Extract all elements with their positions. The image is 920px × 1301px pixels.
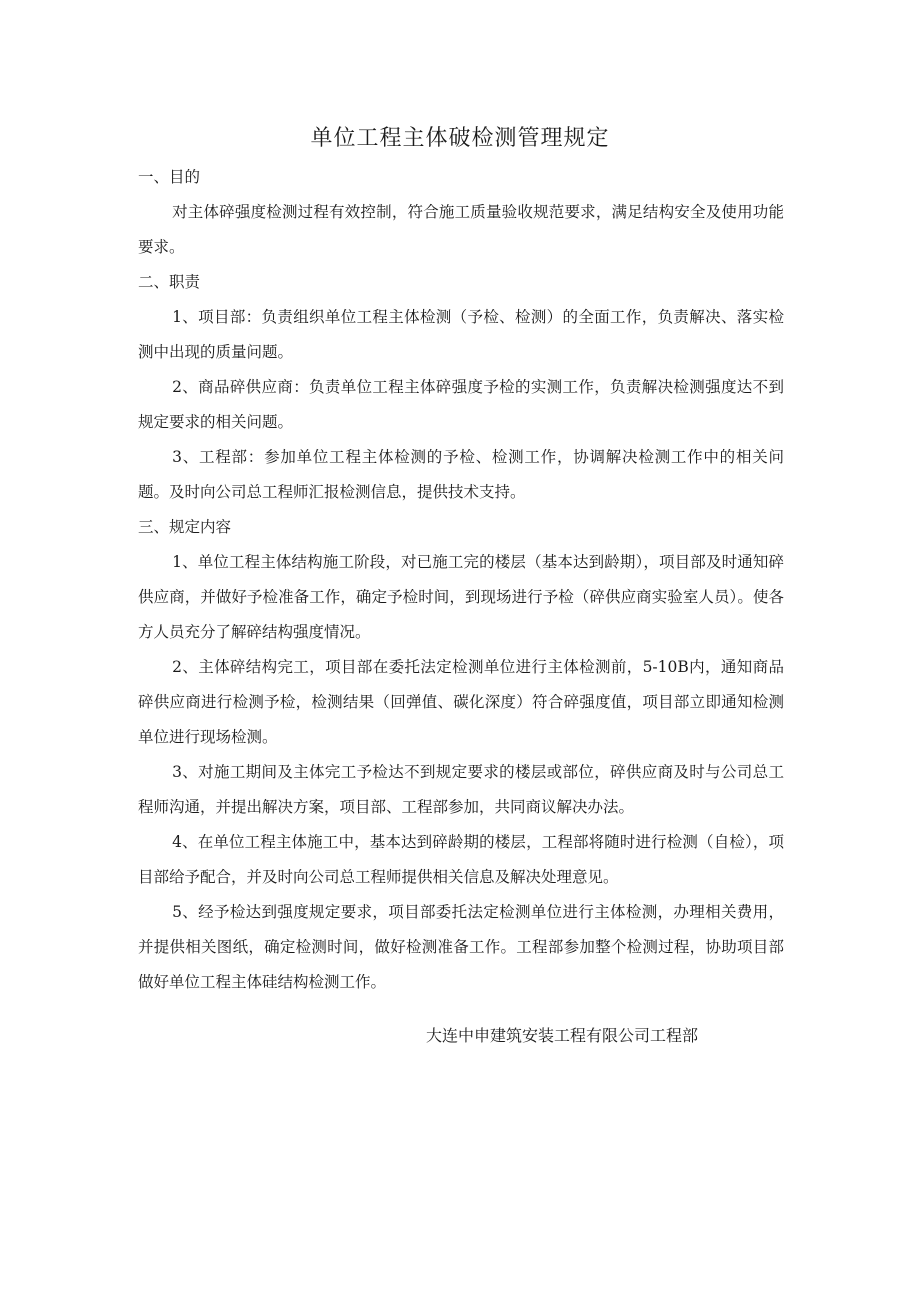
paragraph: 1、项目部：负责组织单位工程主体检测（予检、检测）的全面工作，负责解决、落实检测中出现的质量问题。 <box>138 308 784 361</box>
paragraph: 2、商品碎供应商：负责单位工程主体碎强度予检的实测工作，负责解决检测强度达不到规定要求的相关问题。 <box>138 378 784 431</box>
paragraph: 4、在单位工程主体施工中，基本达到碎龄期的楼层，工程部将随时进行检测（自检），项目部给予配合，并及时向公司总工程师提供相关信息及解决处理意见。 <box>138 833 784 886</box>
paragraph: 1、单位工程主体结构施工阶段，对已施工完的楼层（基本达到龄期），项目部及时通知碎供应商，并做好予检准备工作，确定予检时间，到现场进行予检（碎供应商实验室人员）。使各方人员充分了解碎结构强度情况。 <box>138 553 784 641</box>
paragraph: 5、经予检达到强度规定要求，项目部委托法定检测单位进行主体检测，办理相关费用，并提供相关图纸，确定检测时间，做好检测准备工作。工程部参加整个检测过程，协助项目部做好单位工程主体硅结构检测工作。 <box>138 903 784 991</box>
section-responsibilities <box>138 265 784 510</box>
paragraph: 对主体碎强度检测过程有效控制，符合施工质量验收规范要求，满足结构安全及使用功能要求。 <box>138 203 784 256</box>
document-title: 单位工程主体破检测管理规定 <box>310 126 610 151</box>
paragraph: 3、对施工期间及主体完工予检达不到规定要求的楼层或部位，碎供应商及时与公司总工程师沟通，并提出解决方案，项目部、工程部参加，共同商议解决办法。 <box>138 763 784 816</box>
section-heading: 一、目的 <box>138 168 201 186</box>
document-body <box>138 160 784 1000</box>
paragraph: 2、主体碎结构完工，项目部在委托法定检测单位进行主体检测前，5-10B内，通知商品碎供应商进行检测予检，检测结果（回弹值、碳化深度）符合碎强度值，项目部立即通知检测单位进行现场检测。 <box>138 658 784 746</box>
section-provisions <box>138 510 784 1000</box>
section-heading: 三、规定内容 <box>138 518 232 536</box>
signature-line: 大连中申建筑安装工程有限公司工程部 <box>426 1026 699 1045</box>
section-purpose <box>138 160 784 265</box>
paragraph: 3、工程部：参加单位工程主体检测的予检、检测工作，协调解决检测工作中的相关问题。及时向公司总工程师汇报检测信息，提供技术支持。 <box>138 448 784 501</box>
section-heading: 二、职责 <box>138 273 201 291</box>
